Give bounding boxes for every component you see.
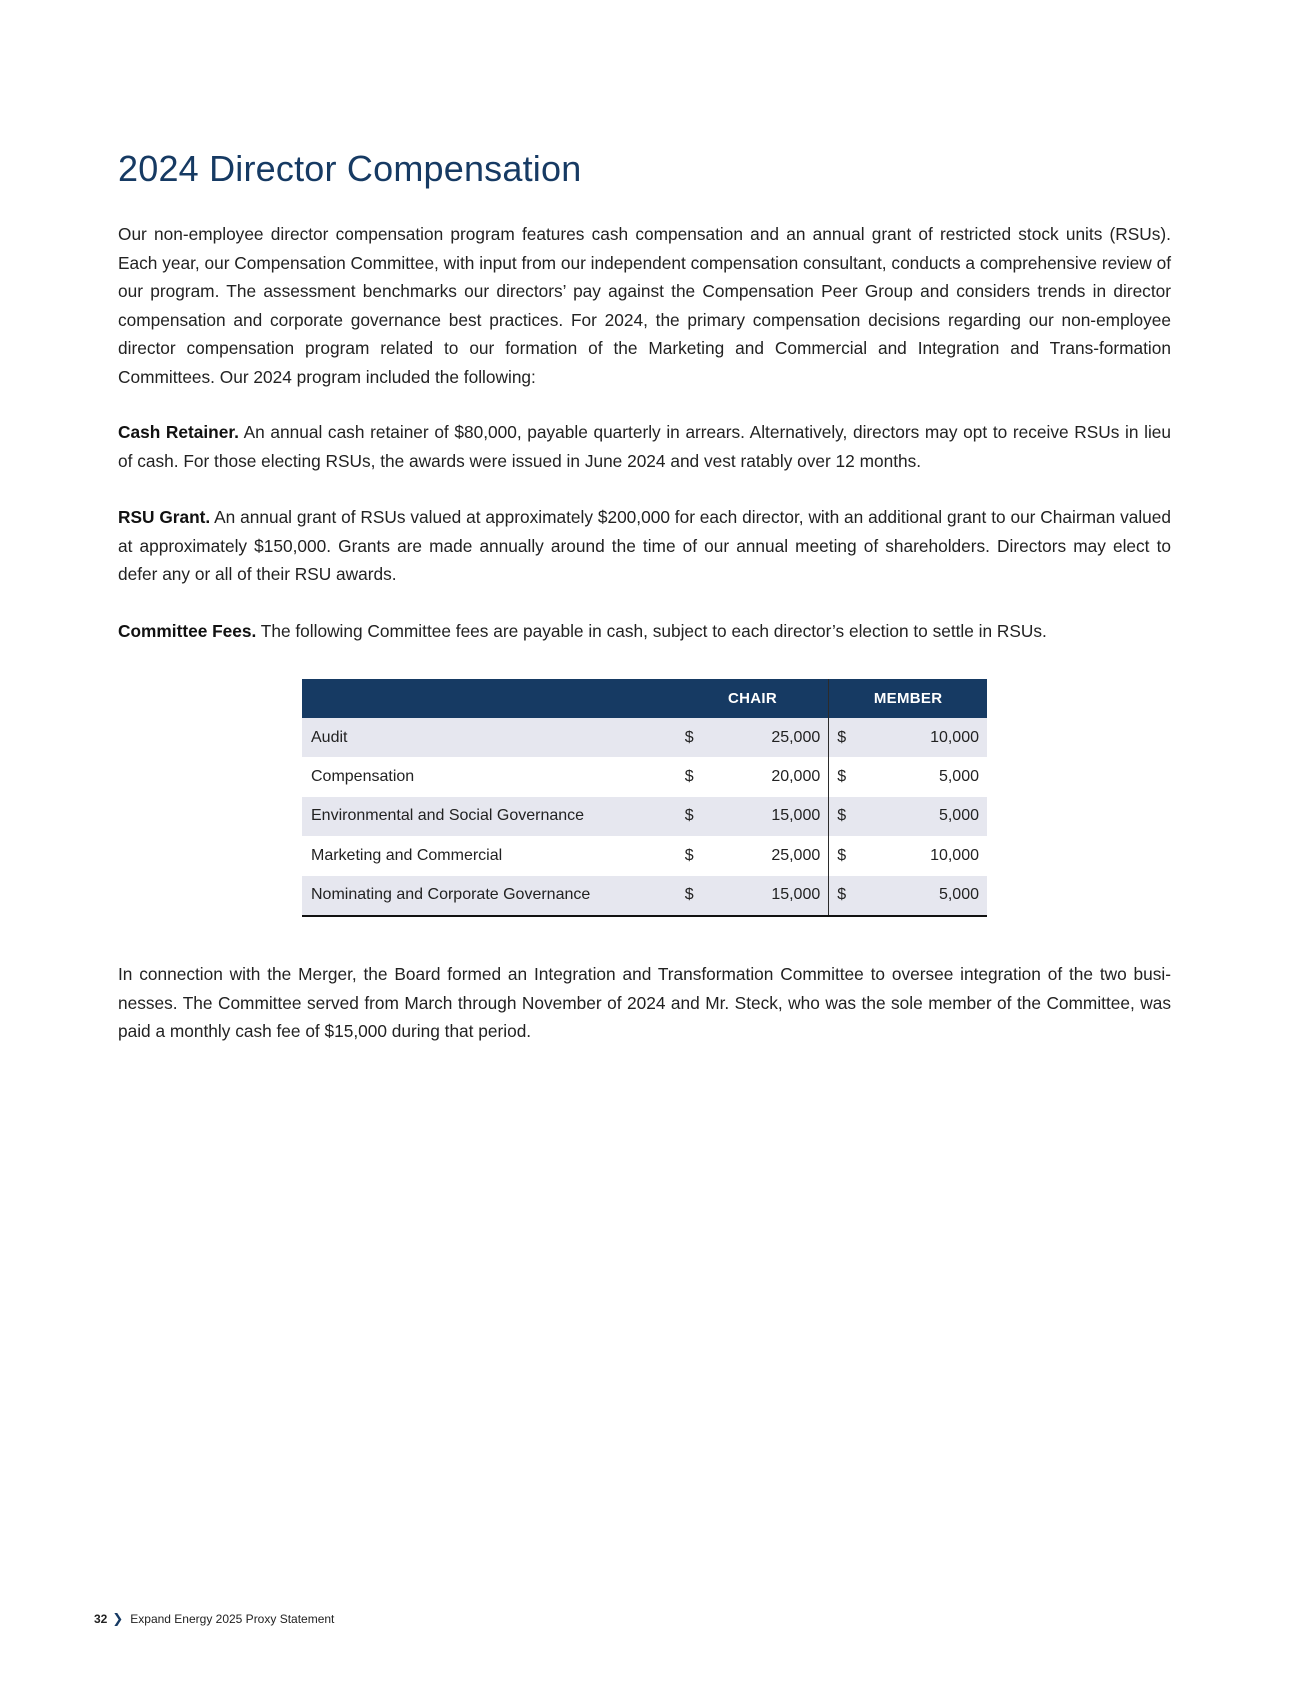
committee-name: Marketing and Commercial	[302, 836, 677, 875]
member-currency: $	[829, 757, 867, 796]
page-title: 2024 Director Compensation	[118, 148, 582, 189]
chair-fee: 15,000	[714, 876, 829, 916]
member-fee: 5,000	[866, 876, 987, 916]
table-row	[302, 797, 987, 836]
header-chair: CHAIR	[677, 679, 829, 718]
chair-currency: $	[677, 836, 714, 875]
header-member: MEMBER	[829, 679, 987, 718]
member-currency: $	[829, 876, 867, 916]
chevron-right-icon: ❯	[112, 1611, 124, 1626]
document-title: Expand Energy 2025 Proxy Statement	[130, 1612, 335, 1626]
page-number: 32	[94, 1612, 108, 1626]
chair-fee: 25,000	[714, 836, 829, 875]
member-fee: 10,000	[866, 836, 987, 875]
chair-currency: $	[677, 757, 714, 796]
committee-fees-paragraph	[118, 617, 1171, 646]
cash-retainer-heading: Cash Retainer.	[118, 422, 239, 442]
member-currency: $	[829, 718, 867, 757]
cash-retainer-paragraph	[118, 418, 1171, 475]
table-header-row	[302, 679, 987, 718]
header-committee	[302, 679, 677, 718]
rsu-grant-text: An annual grant of RSUs valued at approximately $200,000 for each director, with an additional grant to our Chairman valued at approximately $150,000. Grants are made annually around the time of our annual meeting of shareholders. Directors may elect to defer any or all of their RSU awards.	[118, 507, 1171, 584]
chair-currency: $	[677, 718, 714, 757]
table-row	[302, 757, 987, 796]
member-fee: 5,000	[866, 797, 987, 836]
member-currency: $	[829, 797, 867, 836]
committee-name: Compensation	[302, 757, 677, 796]
chair-currency: $	[677, 876, 714, 916]
cash-retainer-text: An annual cash retainer of $80,000, payable quarterly in arrears. Alternatively, directors may opt to receive RSUs in lieu of cash. For those electing RSUs, the awards were issued in June 2024 and vest ratably over 12 months.	[118, 422, 1172, 471]
table-row	[302, 718, 987, 757]
chair-fee: 20,000	[714, 757, 829, 796]
rsu-grant-paragraph	[118, 503, 1171, 589]
merger-paragraph: In connection with the Merger, the Board formed an Integration and Transformation Committee to oversee integration of the two busi-nesses. The Committee served from March through November of 2024 and Mr. Steck, who was the sole member of the Committee, was paid a monthly cash fee of $15,000 during that period.	[118, 964, 1171, 1041]
member-fee: 10,000	[866, 718, 987, 757]
chair-fee: 15,000	[714, 797, 829, 836]
member-currency: $	[829, 836, 867, 875]
committee-name: Nominating and Corporate Governance	[302, 876, 677, 916]
chair-currency: $	[677, 797, 714, 836]
member-fee: 5,000	[866, 757, 987, 796]
table-row	[302, 876, 987, 916]
intro-paragraph: Our non-employee director compensation program features cash compensation and an annual grant of restricted stock units (RSUs). Each year, our Compensation Committee, with input from our independent compensation consultant, conducts a comprehensive review of our program. The assessment benchmarks our directors’ pay against the Compensation Peer Group and considers trends in director compensation and corporate governance best practices. For 2024, the primary compensation decisions regarding our non-employee director compensation program related to our formation of the Marketing and Commercial and Integration and Trans-formation Committees. Our 2024 program included the following:	[118, 224, 1171, 387]
committee-name: Audit	[302, 718, 677, 757]
committee-fees-heading: Committee Fees.	[118, 621, 257, 641]
rsu-grant-heading: RSU Grant.	[118, 507, 211, 527]
chair-fee: 25,000	[714, 718, 829, 757]
table-row	[302, 836, 987, 875]
committee-name: Environmental and Social Governance	[302, 797, 677, 836]
page-footer	[94, 1611, 334, 1627]
committee-fees-text: The following Committee fees are payable in cash, subject to each director’s election to settle in RSUs.	[260, 621, 1047, 641]
committee-fees-table	[302, 679, 987, 917]
